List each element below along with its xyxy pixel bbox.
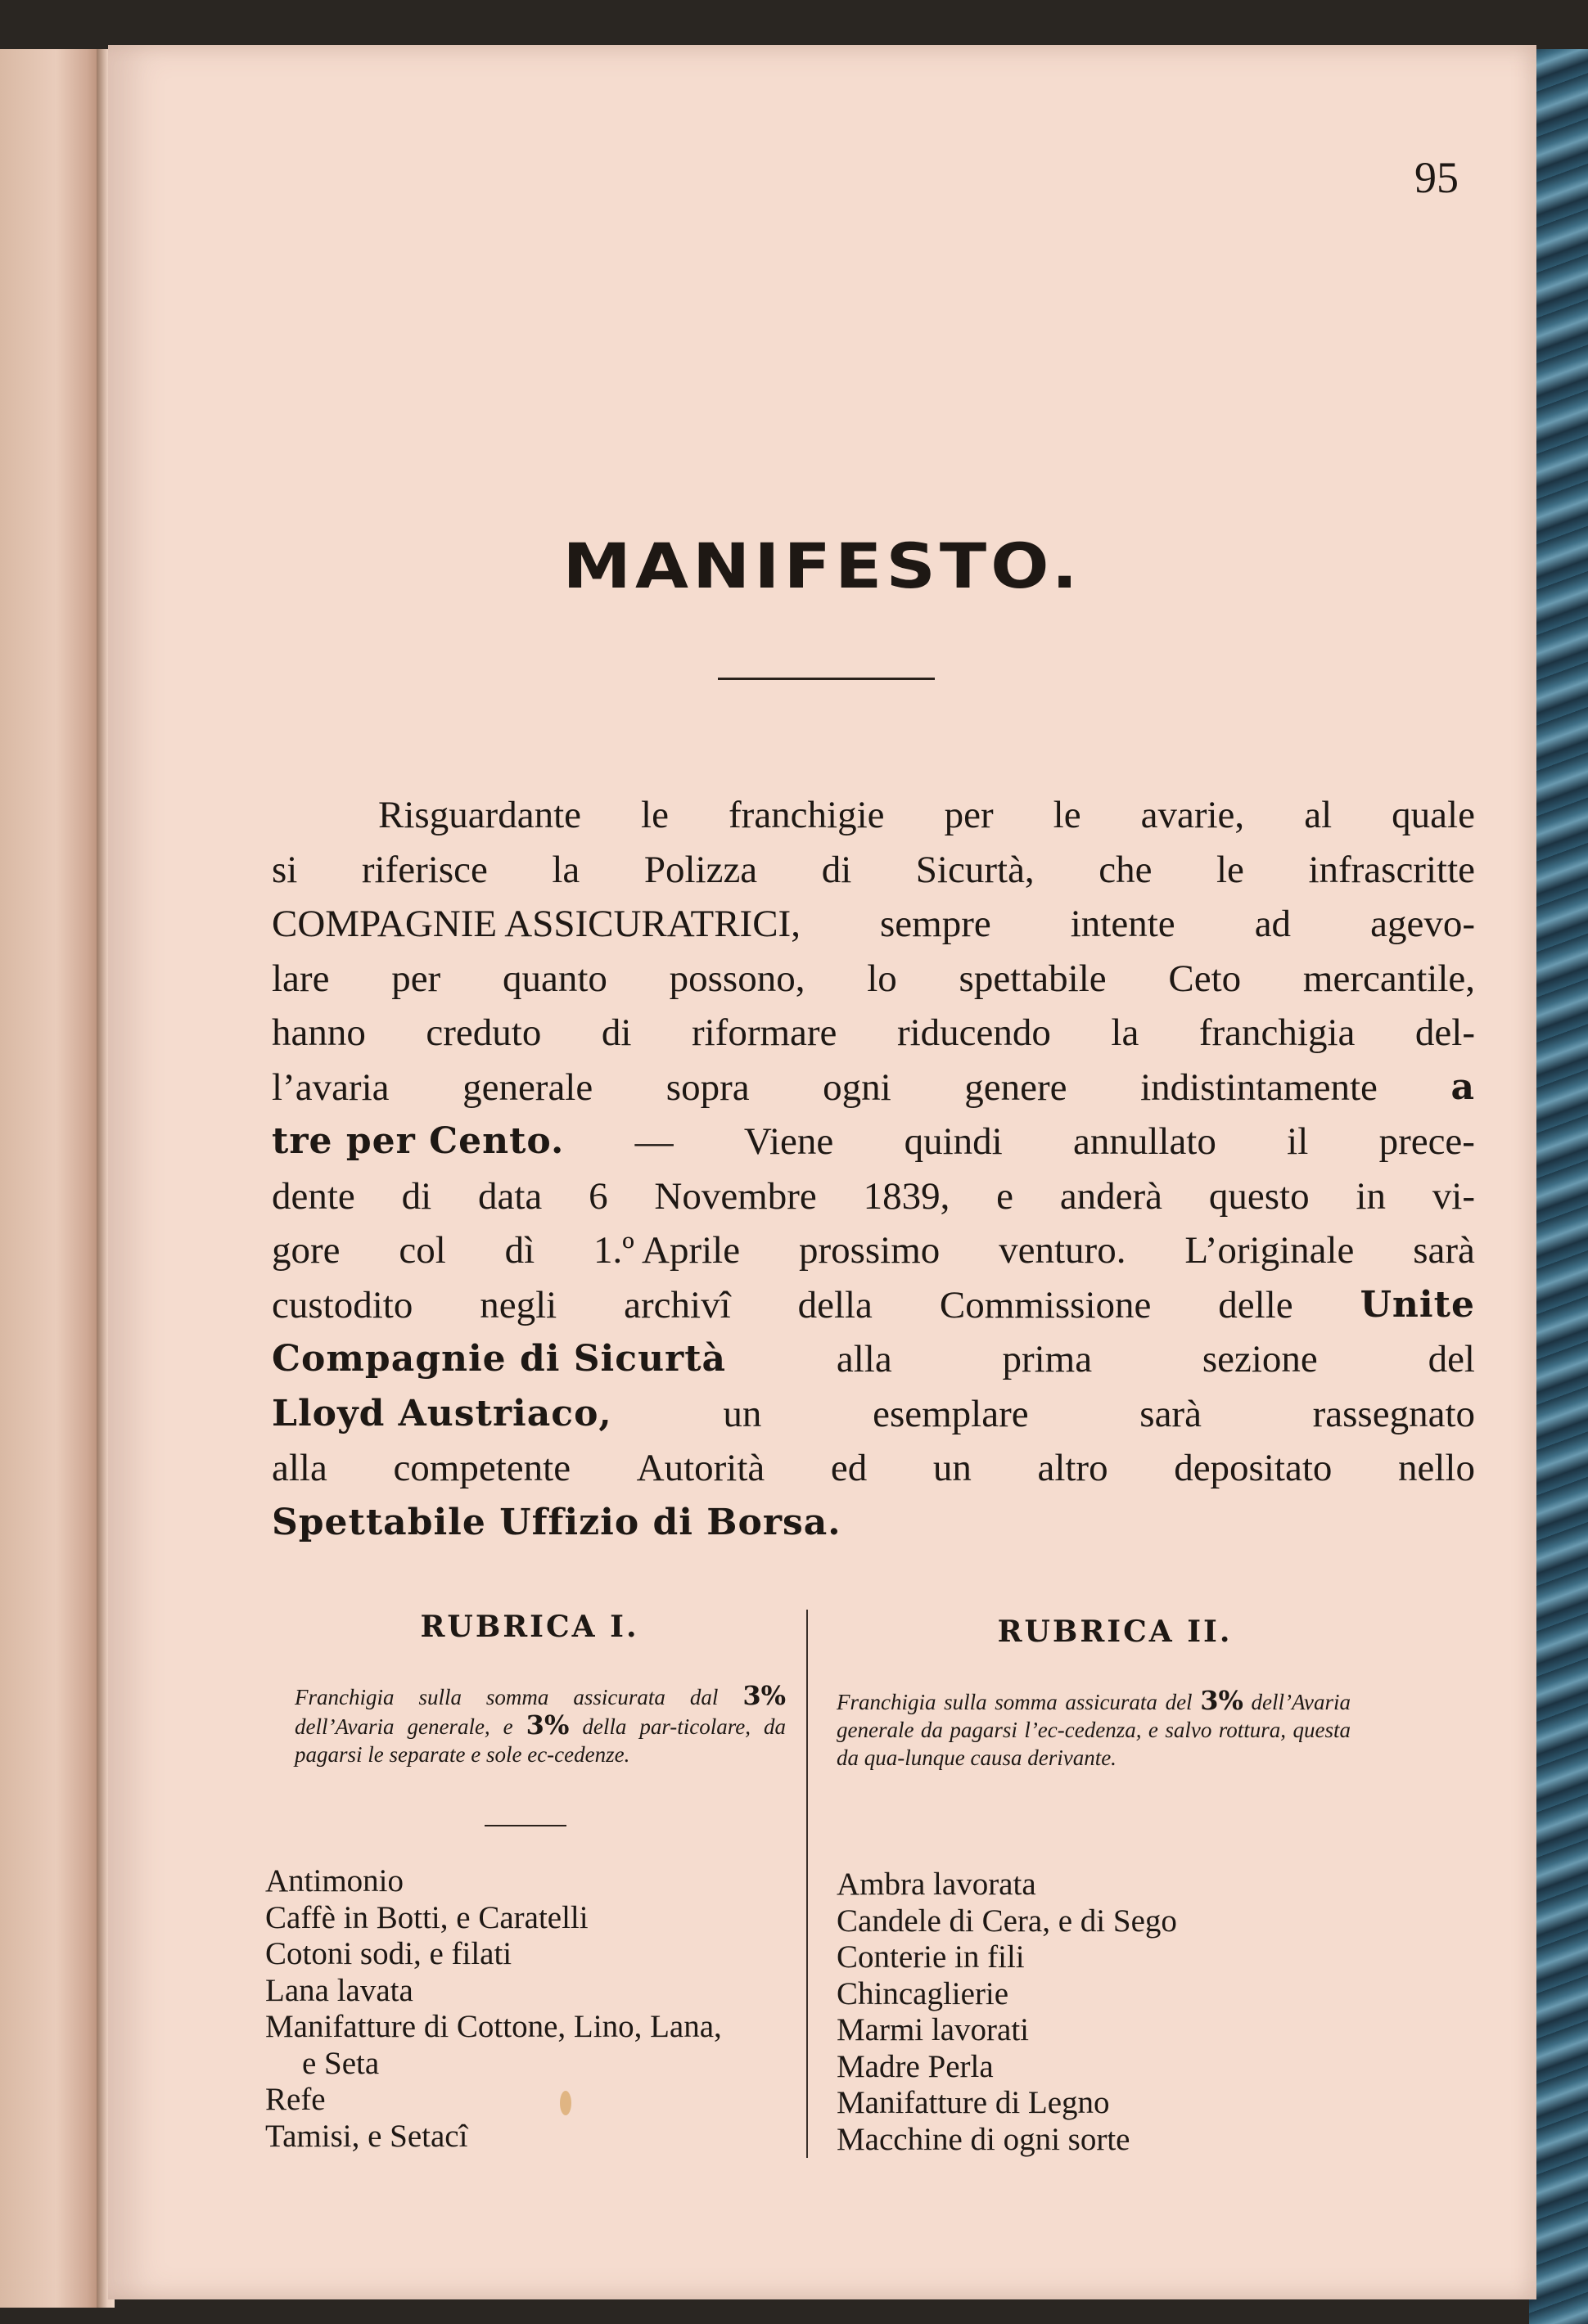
goods-item: Candele di Cera, e di Sego [837,1903,1177,1939]
body-word: nello [1397,1447,1475,1489]
body-word: venturo. [999,1229,1126,1272]
body-word: franchigia [1198,1011,1356,1054]
goods-item: Chincaglierie [837,1975,1009,2011]
body-word: COMPAGNIE ASSICURATRICI, [272,903,801,945]
body-word: genere [964,1065,1067,1109]
body-word: Autorità [636,1447,765,1489]
body-word: a [1450,1065,1475,1108]
body-word: Lloyd Austriaco, [272,1392,612,1434]
body-word: dente [272,1174,355,1218]
body-word: vi- [1432,1174,1475,1218]
goods-item: Caffè in Botti, e Caratelli [265,1899,589,1935]
rubrica-1-desc-c: della par-ticolare, da pagarsi le separate e sole ec-cedenze. [295,1714,787,1767]
rubrica-2-desc-b: dell’Avaria generale da pagarsi l’ec-cedenza, e salvo rottura, questa da qua-lunque causa derivante. [837,1690,1351,1770]
body-word: intente [1070,903,1175,945]
body-word: data [477,1174,543,1218]
rubrica-1-title: RUBRICA I. [420,1610,639,1644]
rubrica-2-description [837,1687,1351,1772]
rubrica-2-goods-list [837,1867,1177,2158]
goods-item: Conterie in fili [837,1939,1025,1975]
goods-item: Madre Perla [837,2048,994,2084]
body-word: della [797,1283,873,1326]
body-word: un [723,1392,762,1435]
body-word: questo [1208,1174,1310,1218]
body-line [272,1061,1475,1115]
body-word: tre per Cento. [272,1120,565,1162]
body-line [272,1332,1475,1387]
body-word: in [1356,1174,1386,1218]
body-line [272,897,1475,952]
body-word: un [932,1447,972,1489]
body-word: gore [272,1229,341,1272]
body-word: quindi [904,1120,1003,1163]
marbled-cover-edge [1529,49,1588,2324]
body-word: quanto [502,957,607,1000]
body-word: Viene [743,1120,834,1163]
goods-item: e Seta [302,2045,380,2081]
goods-item: Tamisi, e Setacî [265,2118,468,2154]
body-word: lo [867,957,897,1000]
body-word: archivî [624,1283,731,1326]
goods-item: Cotoni sodi, e filati [265,1936,512,1971]
body-word: sarà [1413,1229,1475,1272]
body-word: le [1053,794,1081,836]
paper-stain [560,2091,571,2115]
body-word: possono, [669,957,805,1000]
page-title: MANIFESTO. [562,529,1082,603]
body-word: la [1111,1011,1139,1054]
page-number: 95 [1414,153,1459,202]
body-word: 1.º Aprile [593,1229,741,1272]
body-line [272,788,1475,843]
body-word: spettabile [959,957,1107,1000]
body-word: del [1428,1338,1475,1380]
body-word: agevo- [1370,903,1475,945]
body-word: sezione [1202,1338,1318,1380]
rubrica-1-desc-b: dell’Avaria generale, e [295,1714,513,1739]
body-word: riducendo [896,1011,1051,1054]
body-word: per [391,957,441,1000]
body-word: esemplare [873,1392,1029,1435]
body-word: il [1287,1120,1309,1163]
body-word: lare [272,957,330,1000]
rubrica-1-goods-list [265,1863,722,2155]
body-word: Compagnie di Sicurtà [272,1338,727,1380]
body-line [272,843,1475,898]
rubrica-2-desc-a: Franchigia sulla somma assicurata del [837,1690,1193,1714]
manifesto-paragraph [272,788,1475,1550]
goods-item: Ambra lavorata [837,1867,1036,1902]
body-word: Novembre [654,1174,817,1218]
body-word: del- [1414,1011,1475,1054]
body-word: ogni [823,1065,891,1109]
book-page [108,45,1536,2299]
body-word: 6 [589,1174,608,1218]
body-word: alla [836,1338,892,1380]
body-word: riformare [691,1011,837,1054]
body-word: creduto [426,1011,542,1054]
body-word: indistintamente [1140,1065,1378,1109]
rubrica-1-percent-a: 3% [742,1680,787,1711]
body-word: la [552,848,580,891]
body-word: mercantile, [1302,957,1475,1000]
body-word: di [401,1174,432,1218]
body-word: Risguardante [378,794,581,836]
body-word: al [1304,794,1333,836]
body-word: negli [480,1283,557,1326]
rubrica-1-percent-b: 3% [526,1709,570,1741]
body-word: per [944,794,994,836]
body-word: alla [272,1447,327,1489]
body-word: si [272,848,298,891]
goods-item: Macchine di ogni sorte [837,2121,1130,2157]
rubrica-1-desc-a: Franchigia sulla somma assicurata dal [295,1685,719,1709]
body-word: — [634,1120,674,1163]
body-word: Unite [1360,1283,1475,1326]
body-line [272,1496,1475,1551]
body-word: di [601,1011,632,1054]
body-word: depositato [1174,1447,1333,1489]
body-line [272,1223,1475,1278]
body-word: infrascritte [1308,848,1475,891]
goods-item: Lana lavata [265,1972,413,2008]
body-word: anderà [1059,1174,1163,1218]
body-word: le [641,794,669,836]
rubrica-1-description [295,1682,786,1768]
goods-item: Marmi lavorati [837,2012,1030,2047]
body-word: l’avaria [272,1065,390,1109]
body-word: altro [1037,1447,1108,1489]
body-word: custodito [272,1283,413,1326]
body-word: L’originale [1184,1229,1355,1272]
body-word: riferisce [361,848,488,891]
body-word: Ceto [1168,957,1242,1000]
body-word: le [1216,848,1244,891]
body-line [272,1441,1475,1496]
body-line [272,1115,1475,1169]
body-word: Polizza [643,848,758,891]
body-word: generale [462,1065,593,1109]
body-word: prossimo [798,1229,941,1272]
previous-page-edge [0,49,102,2308]
rubrica-2-title: RUBRICA II. [997,1615,1233,1649]
body-word: annullato [1072,1120,1216,1163]
body-word: di [821,848,852,891]
body-word: ed [830,1447,868,1489]
goods-item: Refe [265,2082,326,2117]
body-word: rassegnato [1312,1392,1475,1435]
goods-item: Manifatture di Legno [837,2085,1110,2120]
body-line [272,1387,1475,1442]
body-word: delle [1218,1283,1293,1326]
body-word: che [1099,848,1153,891]
body-word: prece- [1378,1120,1475,1163]
body-word: sempre [879,903,991,945]
title-rule [718,678,935,680]
body-word: prima [1002,1338,1093,1380]
body-word: e [996,1174,1013,1218]
body-word: Commissione [939,1283,1152,1326]
body-word: 1839, [863,1174,950,1218]
body-line [272,1006,1475,1061]
body-word: franchigie [729,794,885,836]
rubrica-2-percent-a: 3% [1200,1685,1243,1716]
body-word: sarà [1139,1392,1202,1435]
body-word: ad [1254,903,1292,945]
body-word: competente [393,1447,571,1489]
body-word: sopra [665,1065,750,1109]
column-divider [806,1610,808,2158]
body-word: dì [504,1229,535,1272]
body-word: quale [1392,794,1475,836]
body-word: col [399,1229,446,1272]
goods-item: Antimonio [265,1863,404,1898]
goods-item: Manifatture di Cottone, Lino, Lana, [265,2009,722,2044]
body-line [272,1169,1475,1224]
body-word: hanno [272,1011,366,1054]
rubrica-1-rule [485,1825,566,1826]
body-word: Spettabile Uffizio di Borsa. [272,1501,841,1543]
body-line [272,952,1475,1007]
body-word: avarie, [1140,794,1245,836]
body-word: Sicurtà, [915,848,1035,891]
body-line [272,1278,1475,1333]
